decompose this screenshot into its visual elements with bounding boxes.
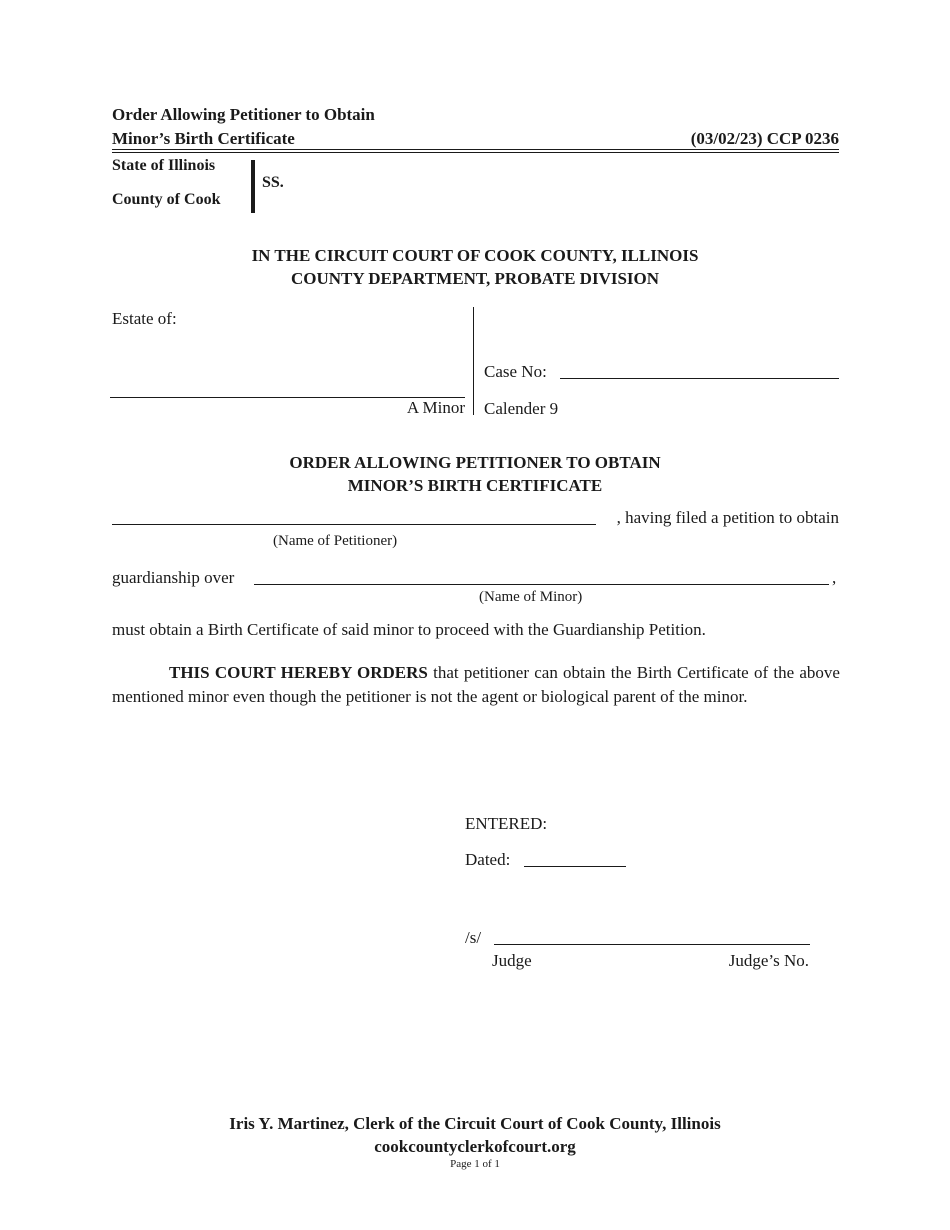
- footer-website[interactable]: cookcountyclerkofcourt.org: [374, 1137, 576, 1156]
- a-minor-label: A Minor: [406, 398, 465, 417]
- case-no-line: [560, 378, 839, 379]
- petitioner-name-line: [112, 524, 596, 525]
- orders-bold-lead: THIS COURT HEREBY ORDERS: [169, 663, 428, 682]
- form-title-line1: Order Allowing Petitioner to Obtain: [112, 105, 375, 124]
- guardianship-label: guardianship over: [112, 568, 235, 587]
- signature-line[interactable]: [494, 944, 810, 945]
- court-division: COUNTY DEPARTMENT, PROBATE DIVISION: [290, 269, 660, 288]
- orders-paragraph: [112, 661, 840, 709]
- caption-divider: [473, 307, 474, 415]
- must-obtain-text: must obtain a Birth Certificate of said minor to proceed with the Guardianship Petition.: [112, 620, 706, 639]
- minor-name-line: [254, 584, 829, 585]
- dated-label: Dated:: [465, 850, 511, 869]
- venue-county: County of Cook: [112, 191, 221, 208]
- form-code: (03/02/23) CCP 0236: [690, 129, 839, 148]
- order-title-line1: ORDER ALLOWING PETITIONER TO OBTAIN: [289, 453, 661, 472]
- header-rule-top: [112, 149, 839, 150]
- header-rule-bottom: [112, 152, 839, 153]
- case-no-label: Case No:: [484, 362, 547, 381]
- footer-clerk: Iris Y. Martinez, Clerk of the Circuit Court of Cook County, Illinois: [229, 1114, 721, 1133]
- entered-label: ENTERED:: [465, 814, 548, 833]
- estate-of-label: Estate of:: [112, 309, 177, 328]
- form-title-line2: Minor’s Birth Certificate: [112, 129, 295, 148]
- order-title-line2: MINOR’S BIRTH CERTIFICATE: [347, 476, 603, 495]
- judge-label: Judge: [492, 951, 532, 970]
- venue-bracket: [251, 160, 255, 213]
- venue-ss: SS.: [262, 174, 284, 191]
- calendar-label: Calender 9: [484, 399, 559, 418]
- dated-line: [524, 866, 626, 867]
- orders-text: that petitioner can obtain the Birth Certificate of the above mentioned minor even though the petitioner is not the agent or biological parent of the minor.: [112, 663, 840, 706]
- page-number: Page 1 of 1: [450, 1158, 500, 1170]
- venue-state: State of Illinois: [112, 157, 216, 174]
- judge-no-label: Judge’s No.: [728, 951, 809, 970]
- minor-caption: (Name of Minor): [479, 589, 583, 605]
- petition-text: , having filed a petition to obtain: [616, 508, 839, 527]
- court-name: IN THE CIRCUIT COURT OF COOK COUNTY, ILLINOIS: [251, 246, 699, 265]
- petitioner-caption: (Name of Petitioner): [273, 533, 398, 549]
- minor-comma: ,: [832, 568, 837, 587]
- signature-prefix: /s/: [465, 928, 482, 947]
